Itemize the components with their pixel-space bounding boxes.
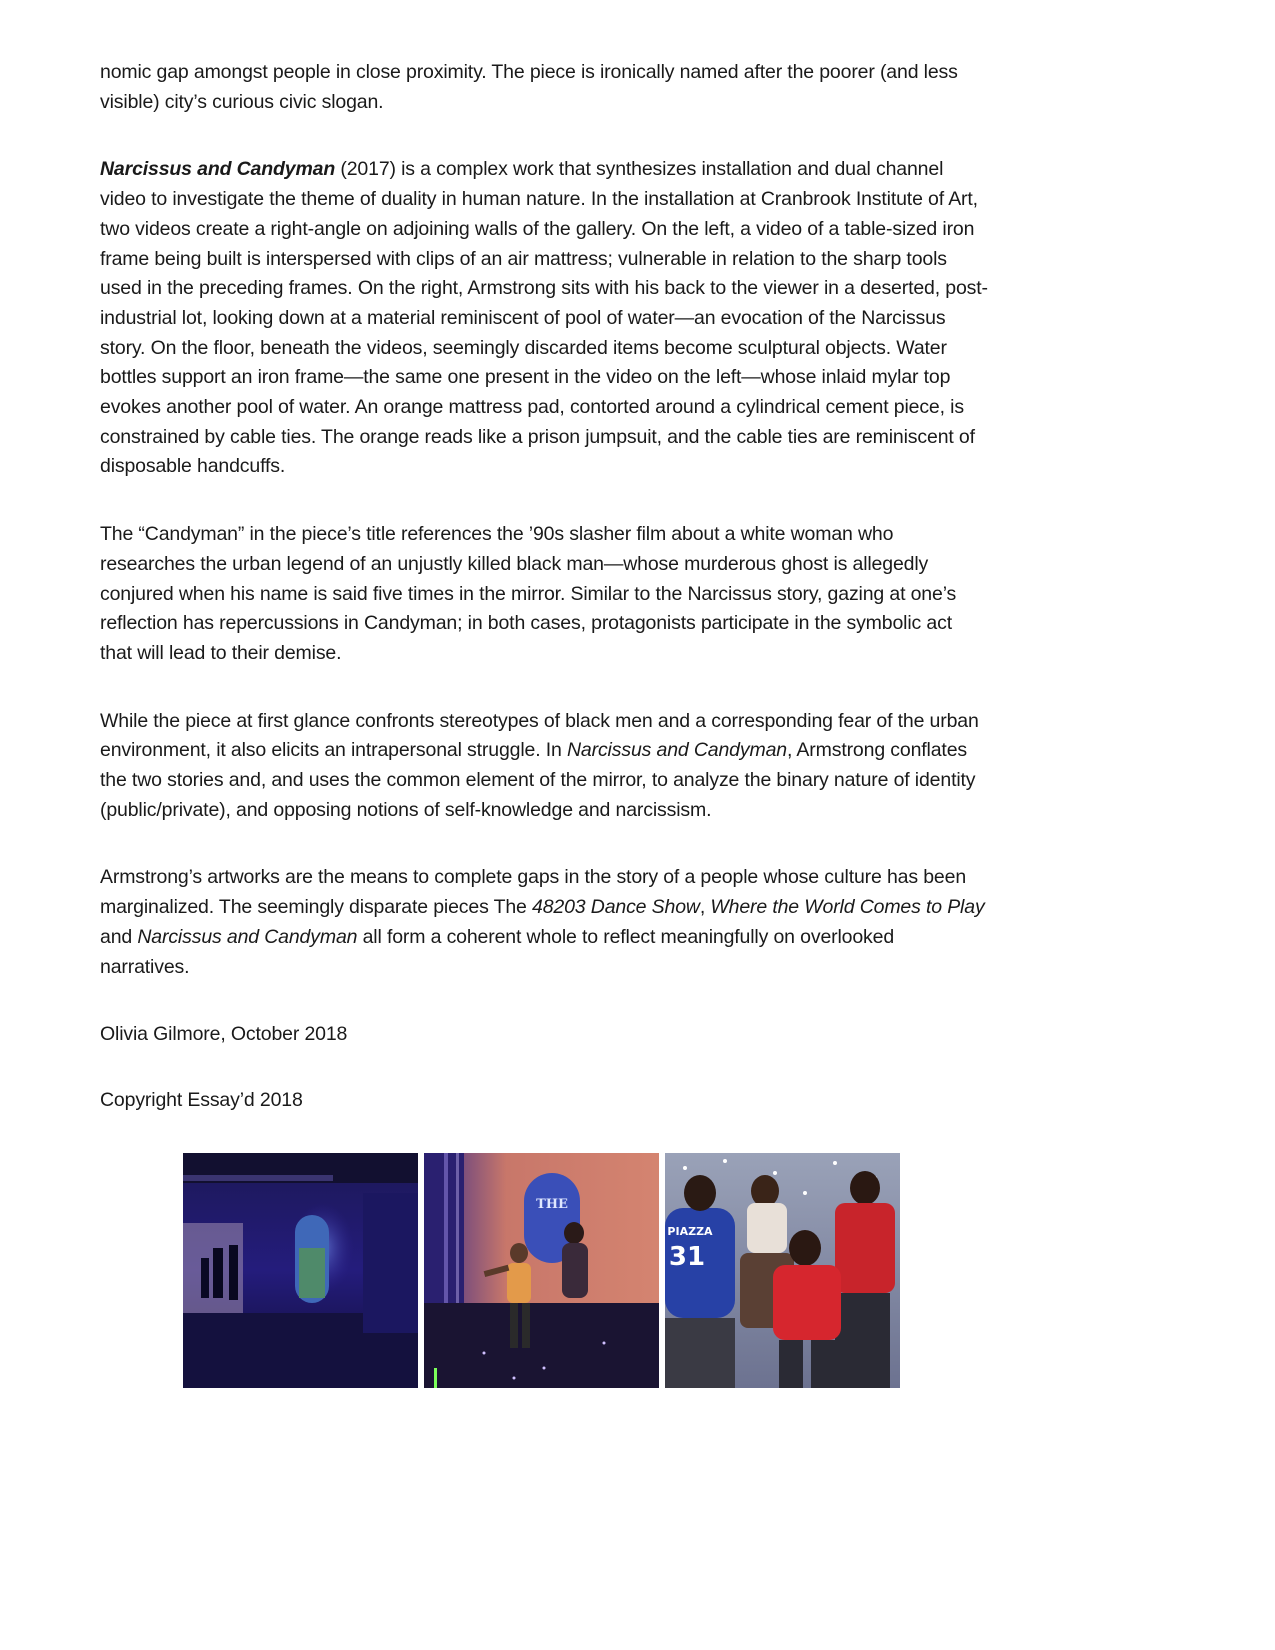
- paragraph-4-text-end: , Armstrong conflates the two stories and, and uses the common element of the mirror, to analyze the binary nature of identity (public/private), and opposing notions of self-knowledge and narcissism.: [100, 739, 976, 821]
- photo-gallery: [183, 1153, 900, 1388]
- essay-body: [100, 58, 988, 1154]
- paragraph-4-text: While the piece at first glance confronts stereotypes of black men and a corresponding fear of the urban environment, it also elicits an intrapersonal struggle. In: [100, 709, 979, 762]
- installation-photo-1-image: [183, 1153, 418, 1388]
- paragraph-5: [100, 863, 988, 982]
- dance-show-photo-image: [665, 1153, 900, 1388]
- installation-photo-2[interactable]: [424, 1153, 659, 1388]
- paragraph-5-text-end: all form a coherent whole to reflect meaningfully on overlooked narratives.: [100, 925, 895, 978]
- sign-text: THE: [536, 1197, 568, 1212]
- jersey-name: PIAZZA: [667, 1225, 713, 1238]
- paragraph-4: [100, 707, 988, 826]
- work-title-narcissus: Narcissus and Candyman: [137, 925, 358, 948]
- paragraph-1: nomic gap amongst people in close proximity. The piece is ironically named after the poorer (and less visible) city’s curious civic slogan.: [100, 61, 958, 113]
- paragraph-2-body: (2017) is a complex work that synthesizes installation and dual channel video to investigate the theme of duality in human nature. In the installation at Cranbrook Institute of Art, two videos create a right-angle on adjoining walls of the gallery. On the left, a video of a table-sized iron frame being built is interspersed with clips of an air mattress; vulnerable in relation to the sharp tools used in the preceding frames. On the right, Armstrong sits with his back to the viewer in a deserted, post-industrial lot, looking down at a material reminiscent of pool of water—an evocation of the Narcissus story. On the floor, beneath the videos, seemingly discarded items become sculptural objects. Water bottles support an iron frame—the same one present in the video on the left—whose inlaid mylar top evokes another pool of water. An orange mattress pad, contorted around a cylindrical cement piece, is constrained by cable ties. The orange reads like a prison jumpsuit, and the cable ties are reminiscent of disposable handcuffs.: [100, 158, 988, 478]
- work-title-dance-show: 48203 Dance Show: [532, 896, 700, 919]
- paragraph-3: The “Candyman” in the piece’s title references the ’90s slasher film about a white woman who researches the urban legend of an unjustly killed black man—whose murderous ghost is allegedly conjured when his name is said five times in the mirror. Similar to the Narcissus story, gazing at one’s reflection has repercussions in Candyman; in both cases, protagonists participate in the symbolic act that will lead to their demise.: [100, 523, 957, 664]
- byline: Olivia Gilmore, October 2018: [100, 1023, 348, 1046]
- installation-photo-2-image: [424, 1153, 659, 1388]
- dance-show-photo[interactable]: [665, 1153, 900, 1388]
- copyright: Copyright Essay’d 2018: [100, 1088, 303, 1111]
- work-title-world-play: Where the World Comes to Play: [710, 896, 985, 919]
- paragraph-5-text: Armstrong’s artworks are the means to complete gaps in the story of a people whose culture has been marginalized. The seemingly disparate pieces The: [100, 866, 967, 919]
- work-title-inline: Narcissus and Candyman: [566, 739, 787, 762]
- separator: ,: [699, 896, 711, 919]
- work-title: Narcissus and Candyman: [100, 158, 336, 181]
- conjunction: and: [100, 925, 138, 948]
- paragraph-2: [100, 155, 988, 482]
- installation-photo-1[interactable]: [183, 1153, 418, 1388]
- jersey-number: 31: [668, 1242, 706, 1272]
